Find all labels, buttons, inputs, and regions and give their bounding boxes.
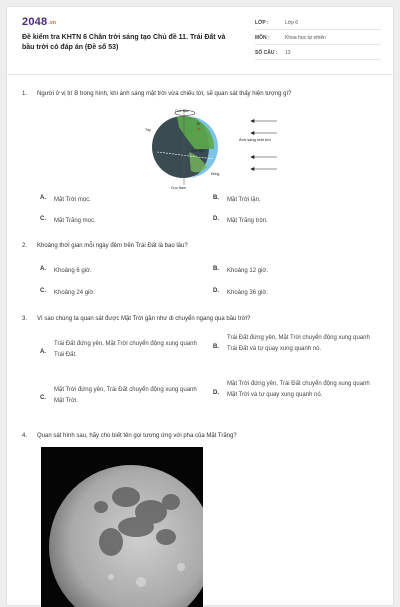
option-letter: A.: [40, 195, 46, 201]
option-text: Trái Đất đứng yên, Mặt Trời chuyển động xung quanh Trái Đất.: [54, 341, 197, 358]
question-number: 1.: [22, 91, 28, 97]
meta-row-subject: [255, 30, 381, 45]
option-text: Khoảng 36 giờ.: [227, 290, 268, 296]
header-divider: [7, 74, 393, 75]
meta-key: LỚP :: [255, 20, 269, 26]
option-text: Khoảng 24 giờ.: [54, 290, 95, 296]
equator-label: Xích đạo: [191, 149, 205, 153]
option-text: Mặt Trăng mọc.: [54, 218, 96, 224]
logo-text: 2048: [22, 16, 48, 28]
option-letter: B.: [213, 266, 219, 272]
exam-page: [6, 6, 394, 606]
east-label: Đông: [211, 172, 220, 176]
option-letter: C.: [40, 395, 46, 401]
question-number: 3.: [22, 316, 28, 322]
question-number: 4.: [22, 433, 28, 439]
option-letter: B.: [213, 195, 219, 201]
option-text: Mặt Trời đứng yên, Trái Đất chuyển động xung quanh Mặt Trời.: [54, 387, 197, 404]
option-letter: B.: [213, 344, 219, 350]
option-letter: A.: [40, 349, 46, 355]
question-text: Khoảng thời gian mỗi ngày đêm trên Trái Đất là bao lâu?: [37, 243, 188, 249]
meta-key: SỐ CÂU :: [255, 50, 278, 56]
option-text: Trái Đất đứng yên, Mặt Trời chuyển động xung quanh Trái Đất và tự quay xung quanh nó.: [227, 335, 370, 352]
meta-key: MÔN :: [255, 35, 270, 41]
option-letter: A.: [40, 266, 46, 272]
meta-row-class: [255, 15, 381, 30]
point-b-label: B: [197, 121, 200, 126]
moon-icon: [41, 447, 203, 607]
exam-header: [7, 7, 393, 65]
earth-sunlight-diagram: [137, 107, 297, 192]
option-text: Mặt Trời đứng yên, Trái Đất chuyển động xung quanh Mặt Trời và tự quay xung quanh nó.: [227, 381, 370, 398]
meta-value: 13: [285, 50, 291, 56]
question-text: Người ở vị trí B trong hình, khi ánh sáng mặt trời vừa chiếu tới, sẽ quan sát thấy hiện tượng gì?: [37, 91, 292, 97]
south-pole-label: Cực Nam: [171, 186, 186, 190]
option-text: Mặt Trời mọc.: [54, 197, 91, 203]
option-letter: D.: [213, 216, 219, 222]
exam-title: Đề kiểm tra KHTN 6 Chân trời sáng tạo Chủ đề 11. Trái Đất và bầu trời có đáp án (Đề số 53): [22, 34, 226, 51]
option-letter: C.: [40, 288, 46, 294]
option-text: Mặt Trời lặn.: [227, 197, 261, 203]
option-letter: D.: [213, 288, 219, 294]
logo-suffix: .vn: [48, 20, 57, 26]
question-number: 2.: [22, 243, 28, 249]
site-logo[interactable]: [22, 16, 56, 28]
exam-meta-table: [255, 15, 381, 60]
meta-row-count: [255, 45, 381, 60]
option-text: Khoảng 6 giờ.: [54, 268, 92, 274]
option-letter: C.: [40, 216, 46, 222]
meta-value: Lớp 6: [285, 20, 299, 26]
option-text: Mặt Trăng tròn.: [227, 218, 268, 224]
sunlight-arrows-icon: [251, 120, 277, 171]
option-letter: D.: [213, 390, 219, 396]
west-label: Tây: [145, 128, 151, 132]
question-text: Vì sao chúng ta quan sát được Mặt Trời gần như di chuyển ngang qua bầu trời?: [37, 316, 251, 322]
question-text: Quan sát hình sau, hãy cho biết tên gọi tương ứng với pha của Mặt Trăng?: [37, 433, 237, 439]
moon-phase-image: [41, 447, 203, 607]
meta-value: Khoa học tự nhiên: [285, 35, 326, 41]
north-pole-label: Cực Bắc: [175, 109, 189, 113]
option-text: Khoảng 12 giờ.: [227, 268, 268, 274]
sunlight-label: Ánh sáng mặt trời: [239, 137, 271, 142]
